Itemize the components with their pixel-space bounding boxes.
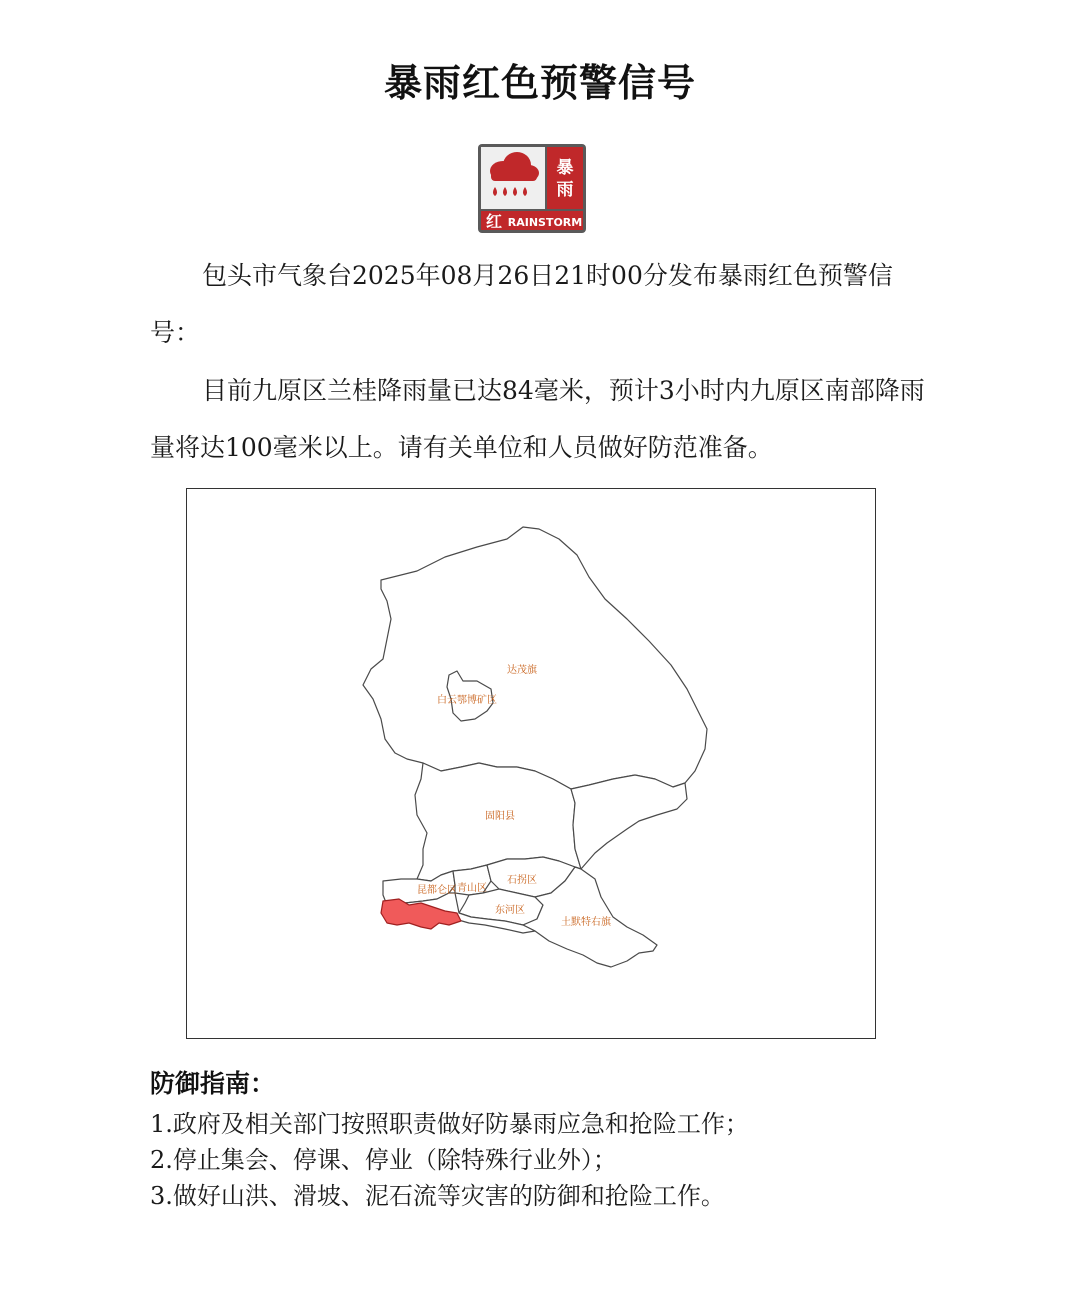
map-region-east-strip: [571, 775, 687, 869]
map-label-shiguai: 石拐区: [507, 875, 537, 886]
map-label-damao: 达茂旗: [507, 665, 537, 676]
map-label-kundulun: 昆都仑区: [417, 885, 457, 896]
rainstorm-red-signal-icon: [477, 143, 587, 234]
map-region-damao: [363, 527, 707, 789]
map-label-tumote: 土默特右旗: [561, 917, 611, 928]
signal-vertical-text-1: 暴: [556, 158, 574, 178]
situation-paragraph: 目前九原区兰桂降雨量已达84毫米，预计3小时内九原区南部降雨量将达100毫米以上。请有关单位和人员做好防范准备。: [150, 376, 925, 462]
map-label-baiyun: 白云鄂博矿区: [437, 695, 497, 706]
guide-title: 防御指南：: [150, 1069, 276, 1098]
page-title: 暴雨红色预警信号: [383, 61, 696, 105]
map-label-guyang: 固阳县: [485, 811, 515, 822]
signal-label-en: RAINSTORM: [507, 216, 583, 229]
guide-list: [150, 1106, 950, 1214]
warning-map: [186, 488, 876, 1039]
signal-vertical-text-2: 雨: [556, 180, 574, 200]
guide-item: 1.政府及相关部门按照职责做好防暴雨应急和抢险工作；: [150, 1110, 749, 1138]
map-label-qingshan: 青山区: [457, 883, 487, 894]
map-label-donghe: 东河区: [495, 905, 525, 916]
guide-item: 2.停止集会、停课、停业（除特殊行业外）；: [150, 1146, 617, 1174]
issue-paragraph: 包头市气象台2025年08月26日21时00分发布暴雨红色预警信号：: [150, 261, 893, 347]
guide-item: 3.做好山洪、滑坡、泥石流等灾害的防御和抢险工作。: [150, 1182, 725, 1210]
signal-level-char: 红: [485, 212, 503, 231]
